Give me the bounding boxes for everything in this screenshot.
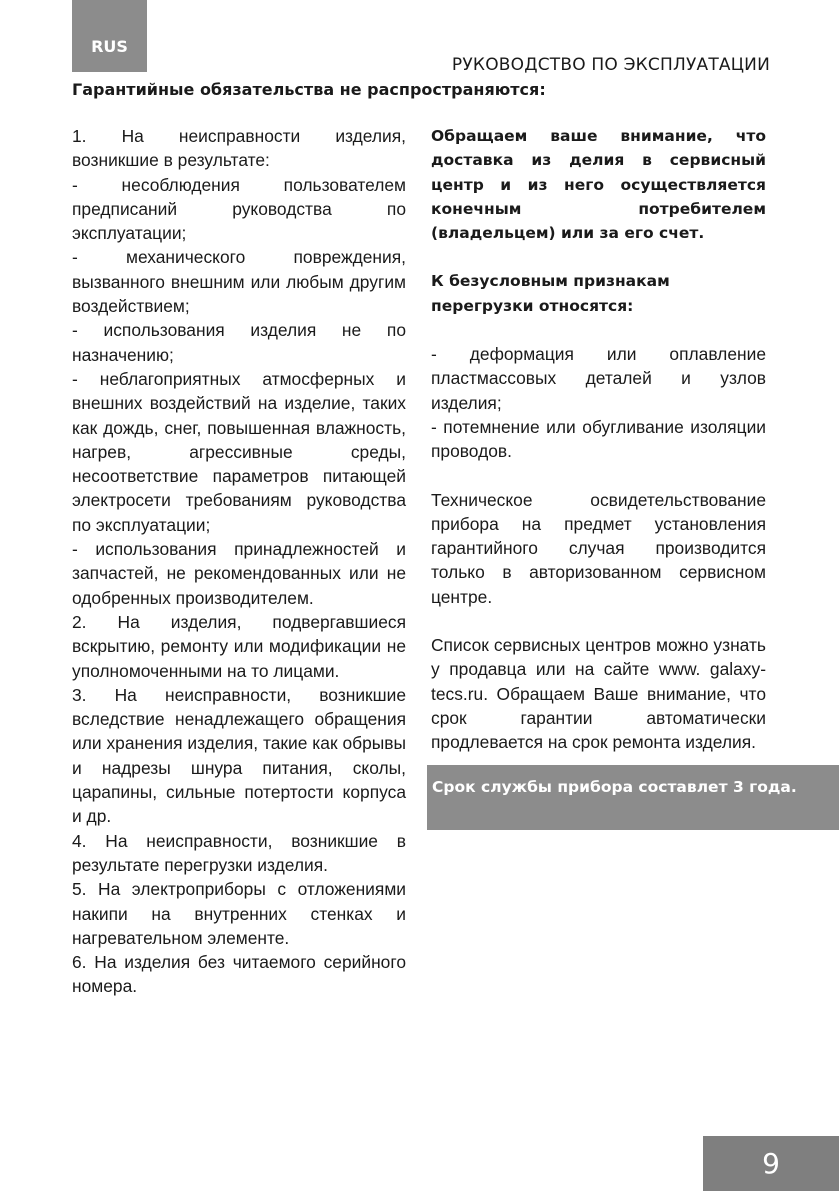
spacer <box>431 464 766 488</box>
exclusion-item: - неблагоприятных атмосферных и внешних воздействий на изделие, таких как дождь, снег, повышенная влажность, нагрев, агрессивные среды, несоответствие параметров питающей электросети требованиям руководства по эксплуатации; <box>72 368 406 535</box>
exclusion-item: - несоблюдения пользователем предписаний руководства по эксплуатации; <box>72 174 406 244</box>
exclusion-item: 3. На неисправности, возникшие вследствие ненадлежащего обращения или хранения изделия, такие как обрывы и надрезы шнура питания, сколы, царапины, сильные потертости корпуса и др. <box>72 684 406 827</box>
exclusion-item: 6. На изделия без читаемого серийного номера. <box>72 952 406 997</box>
left-column <box>72 124 406 999</box>
exclusion-item: - использования изделия не по назначению; <box>72 320 406 365</box>
language-label: RUS <box>91 37 128 56</box>
spacer <box>431 318 766 342</box>
exclusion-item: - использования принадлежностей и запчастей, не рекомендованных или не одобренных производителем. <box>72 539 406 608</box>
inspection-text: Техническое освидетельствование прибора на предмет установления гарантийного случая производится только в авторизованном сервисном центре. <box>431 489 766 607</box>
page-number: 9 <box>762 1147 780 1180</box>
overload-sign: - потемнение или обугливание изоляции проводов. <box>431 416 766 462</box>
page-number-box <box>703 1136 839 1191</box>
right-column <box>431 124 766 755</box>
exclusion-item: - механического повреждения, вызванного внешним или любым другим воздействием; <box>72 247 406 317</box>
service-life-text: Срок службы прибора составлет 3 года. <box>432 778 797 796</box>
overload-heading: К безусловным признакам перегрузки относятся: <box>431 272 670 315</box>
service-centers-text: Список сервисных центров можно узнать у продавца или на сайте www. galaxy-tecs.ru. Обращаем Ваше внимание, что срок гарантии автоматически продлевается на срок ремонта изделия. <box>431 635 766 753</box>
exclusion-item: 5. На электроприборы с отложениями накипи на внутренних стенках и нагревательном элементе. <box>72 879 406 948</box>
manual-title: РУКОВОДСТВО ПО ЭКСПЛУАТАЦИИ <box>451 55 770 75</box>
exclusion-item: 1. На неисправности изделия, возникшие в результате: <box>72 126 406 171</box>
service-life-box <box>427 765 839 830</box>
spacer <box>431 609 766 633</box>
overload-sign: - деформация или оплавление пластмассовых деталей и узлов изделия; <box>431 344 766 413</box>
exclusion-item: 4. На неисправности, возникшие в результате перегрузки изделия. <box>72 830 406 875</box>
language-tab <box>72 0 147 72</box>
delivery-note: Обращаем ваше внимание, что доставка из делия в сервисный центр и из него осуществляется конечным потребителем (владельцем) или за его счет. <box>431 127 766 243</box>
section-title: Гарантийные обязательства не распространяются: <box>72 80 546 99</box>
exclusion-item: 2. На изделия, подвергавшиеся вскрытию, ремонту или модификации не уполномоченными на то лицами. <box>72 611 406 681</box>
spacer <box>431 245 766 269</box>
